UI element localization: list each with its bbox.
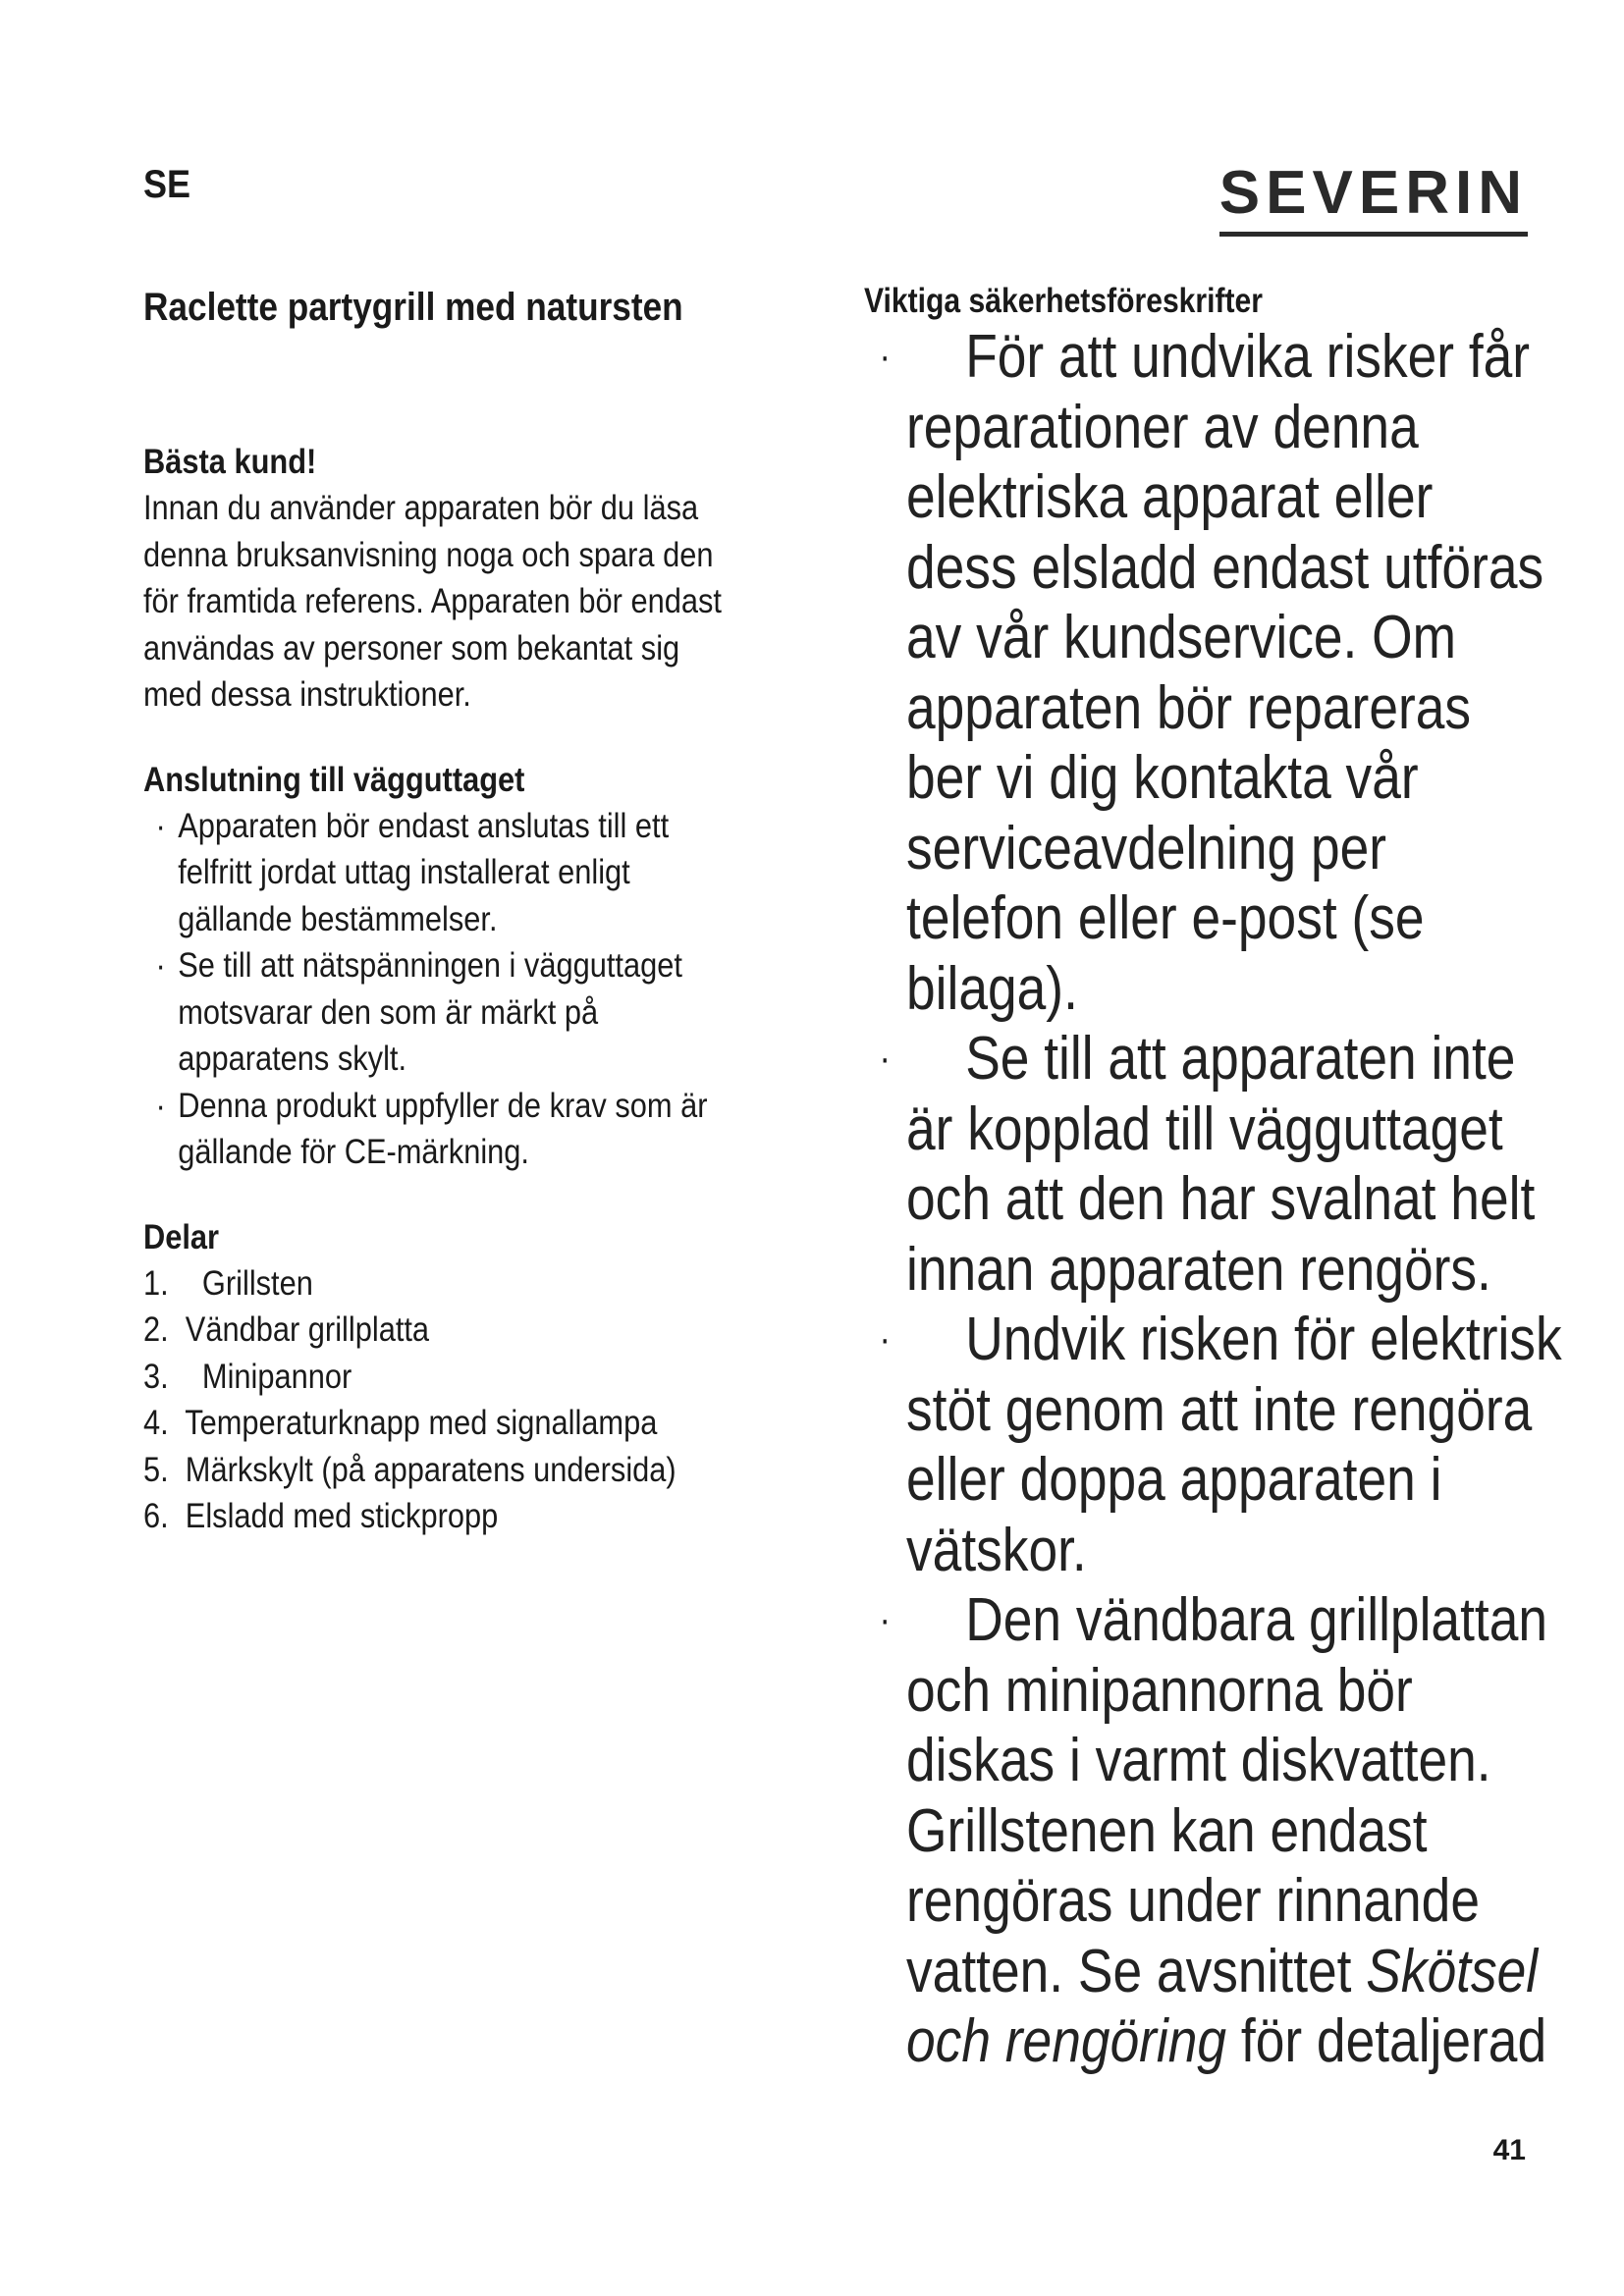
intro-line: användas av personer som bekantat sig [143, 628, 680, 667]
list-item: · Denna produkt uppfyller de krav som är [143, 1083, 748, 1130]
safety-item: · För att undvika risker får reparationer av denna elektriska apparat eller dess elsladd endast utföras av vår kundservice. Om apparaten bör repareras ber vi dig kontakta vår serviceavdelning per telefon eller e-post (se bilaga). [879, 323, 1544, 1023]
right-column [864, 281, 1571, 2077]
language-code: SE [143, 163, 191, 206]
parts-list [143, 1260, 748, 1540]
parts-item: 1. Grillsten [143, 1263, 313, 1303]
brand-underline [1219, 232, 1528, 237]
brand-logo [1218, 159, 1528, 237]
parts-heading: Delar [143, 1217, 220, 1256]
safety-item: · Undvik risken för elektrisk stöt genom att inte rengöra eller doppa apparaten i vätskor. [879, 1306, 1562, 1584]
brand-name: SEVERIN [1218, 159, 1528, 227]
connection-heading: Anslutning till vägguttaget [143, 760, 525, 799]
parts-item: 3. Minipannor [143, 1357, 352, 1396]
connection-list: · Apparaten bör endast anslutas till ett felfritt jordat uttag installerat enligt gällande bestämmelser. · Se till att nätspänningen i vägguttaget motsvarar den som är märkt på apparatens skylt. · Denna produkt uppfyller de krav som är gällande för CE-märkning. [143, 803, 748, 1176]
safety-heading: Viktiga säkerhetsföreskrifter [864, 282, 1264, 320]
intro-line: för framtida referens. Apparaten bör endast [143, 582, 722, 620]
intro-line: denna bruksanvisning noga och spara den [143, 535, 714, 574]
intro-paragraph [143, 485, 748, 719]
list-item: · Apparaten bör endast anslutas till ett [143, 803, 748, 850]
parts-item: 6. Elsladd med stickpropp [143, 1497, 499, 1535]
safety-item: · Den vändbara grillplattan och minipannorna bör diskas i varmt diskvatten. Grillstenen kan endast rengöras under rinnande vatten. Se avsnittet Skötsel och rengöring för detaljerad [879, 1586, 1548, 2075]
intro-line: Innan du använder apparaten bör du läsa [143, 489, 699, 527]
bullet-dot: · [879, 1037, 891, 1080]
intro-line: med dessa instruktioner. [143, 675, 471, 714]
greeting: Bästa kund! [143, 443, 317, 481]
section-reference: Skötsel [1366, 1937, 1539, 2005]
section-reference: och rengöring [906, 2007, 1227, 2075]
page-number: 41 [1492, 2134, 1526, 2166]
bullet-dot: · [879, 1598, 891, 1641]
parts-item: 5. Märkskylt (på apparatens undersida) [143, 1450, 677, 1489]
safety-item: · Se till att apparaten inte är kopplad till vägguttaget och att den har svalnat helt innan apparaten rengörs. [879, 1025, 1536, 1304]
bullet-dot: · [879, 335, 891, 378]
bullet-dot: · [155, 806, 166, 845]
bullet-dot: · [879, 1317, 891, 1361]
parts-item: 4. Temperaturknapp med signallampa [143, 1404, 658, 1442]
bullet-dot: · [155, 946, 166, 985]
bullet-dot: · [155, 1086, 166, 1125]
list-item: · Se till att nätspänningen i vägguttaget [143, 942, 748, 989]
left-column [143, 285, 831, 1540]
parts-item: 2. Vändbar grillplatta [143, 1310, 430, 1349]
document-title: Raclette partygrill med natursten [143, 286, 683, 329]
